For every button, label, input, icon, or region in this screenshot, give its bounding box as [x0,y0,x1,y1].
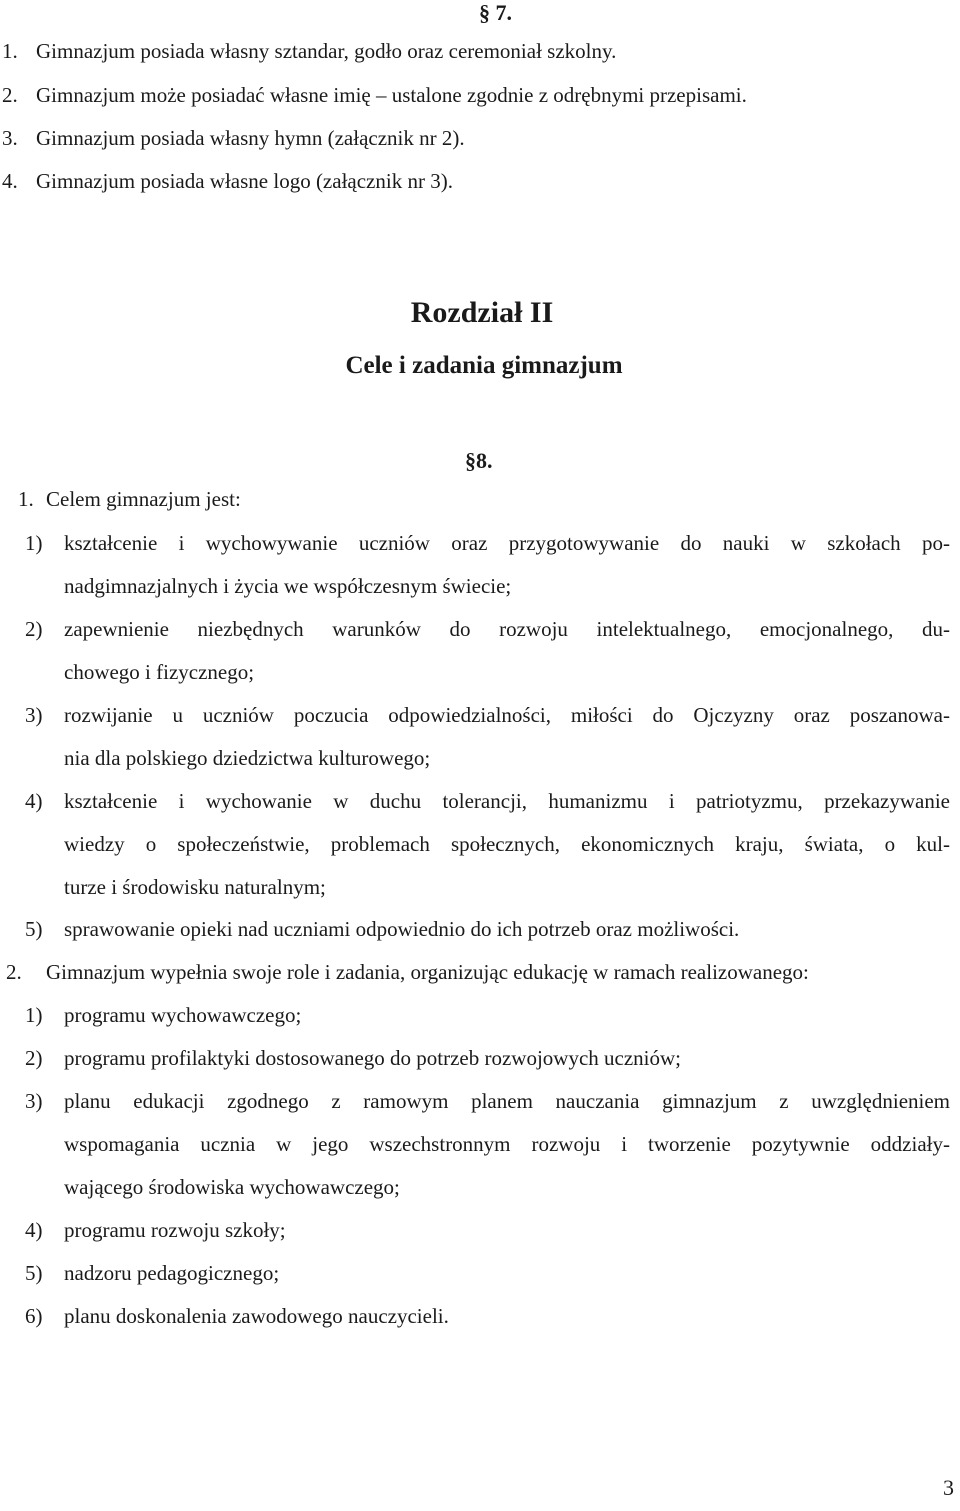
item-number: 2) [25,617,43,641]
item-line: wającego środowiska wychowawczego; [64,1175,400,1199]
item-line: kształcenie i wychowywanie uczniów oraz przygotowywanie do nauki w szkołach po- [64,531,950,555]
item-line: kształcenie i wychowanie w duchu tolerancji, humanizmu i patriotyzmu, przekazywanie [64,789,950,813]
item-line: nia dla polskiego dziedzictwa kulturowego; [64,746,431,770]
paragraph-text: Celem gimnazjum jest: [46,487,241,511]
item-line: turze i środowisku naturalnym; [64,875,326,899]
item-text: Gimnazjum może posiadać własne imię – ustalone zgodnie z odrębnymi przepisami. [36,83,747,107]
item-line: programu wychowawczego; [64,1003,302,1027]
item-number: 3) [25,703,43,727]
item-line: rozwijanie u uczniów poczucia odpowiedzialności, miłości do Ojczyzny oraz poszanowa- [64,703,950,727]
item-number: 1. [2,39,18,63]
item-number: 4) [25,1218,43,1242]
item-text: Gimnazjum posiada własne logo (załącznik nr 3). [36,169,453,193]
item-line: planu edukacji zgodnego z ramowym planem nauczania gimnazjum z uwzględnieniem [64,1089,950,1113]
paragraph-number: 1. [18,487,34,511]
item-number: 3) [25,1089,43,1113]
item-number: 2) [25,1046,43,1070]
item-number: 5) [25,1261,43,1285]
item-line: nadzoru pedagogicznego; [64,1261,280,1285]
item-line: zapewnienie niezbędnych warunków do rozwoju intelektualnego, emocjonalnego, du- [64,617,950,641]
item-line: chowego i fizycznego; [64,660,255,684]
section-8-heading: §8. [465,448,493,473]
item-line: wiedzy o społeczeństwie, problemach społecznych, ekonomicznych kraju, świata, o kul- [64,832,950,856]
item-line: programu profilaktyki dostosowanego do potrzeb rozwojowych uczniów; [64,1046,682,1070]
item-number: 3. [2,126,18,150]
chapter-title: Rozdział II [410,296,554,329]
item-number: 1) [25,531,43,555]
paragraph-text: Gimnazjum wypełnia swoje role i zadania, organizując edukację w ramach realizowanego: [46,960,809,984]
item-line: planu doskonalenia zawodowego nauczycieli. [64,1304,449,1328]
item-line: programu rozwoju szkoły; [64,1218,286,1242]
paragraph-number: 2. [6,960,22,984]
item-text: Gimnazjum posiada własny sztandar, godło oraz ceremoniał szkolny. [36,39,617,63]
item-number: 2. [2,83,18,107]
item-number: 4. [2,169,18,193]
item-line: nadgimnazjalnych i życia we współczesnym świecie; [64,574,512,598]
chapter-subtitle: Cele i zadania gimnazjum [345,352,623,379]
item-text: Gimnazjum posiada własny hymn (załącznik nr 2). [36,126,465,150]
section-7-heading: § 7. [479,0,512,25]
page-number: 3 [943,1475,954,1500]
item-line: wspomagania ucznia w jego wszechstronnym rozwoju i tworzenie pozytywnie oddziały- [64,1132,950,1156]
item-number: 4) [25,789,43,813]
item-number: 6) [25,1304,43,1328]
item-number: 1) [25,1003,43,1027]
item-line: sprawowanie opieki nad uczniami odpowiednio do ich potrzeb oraz możliwości. [64,917,740,941]
item-number: 5) [25,917,43,941]
